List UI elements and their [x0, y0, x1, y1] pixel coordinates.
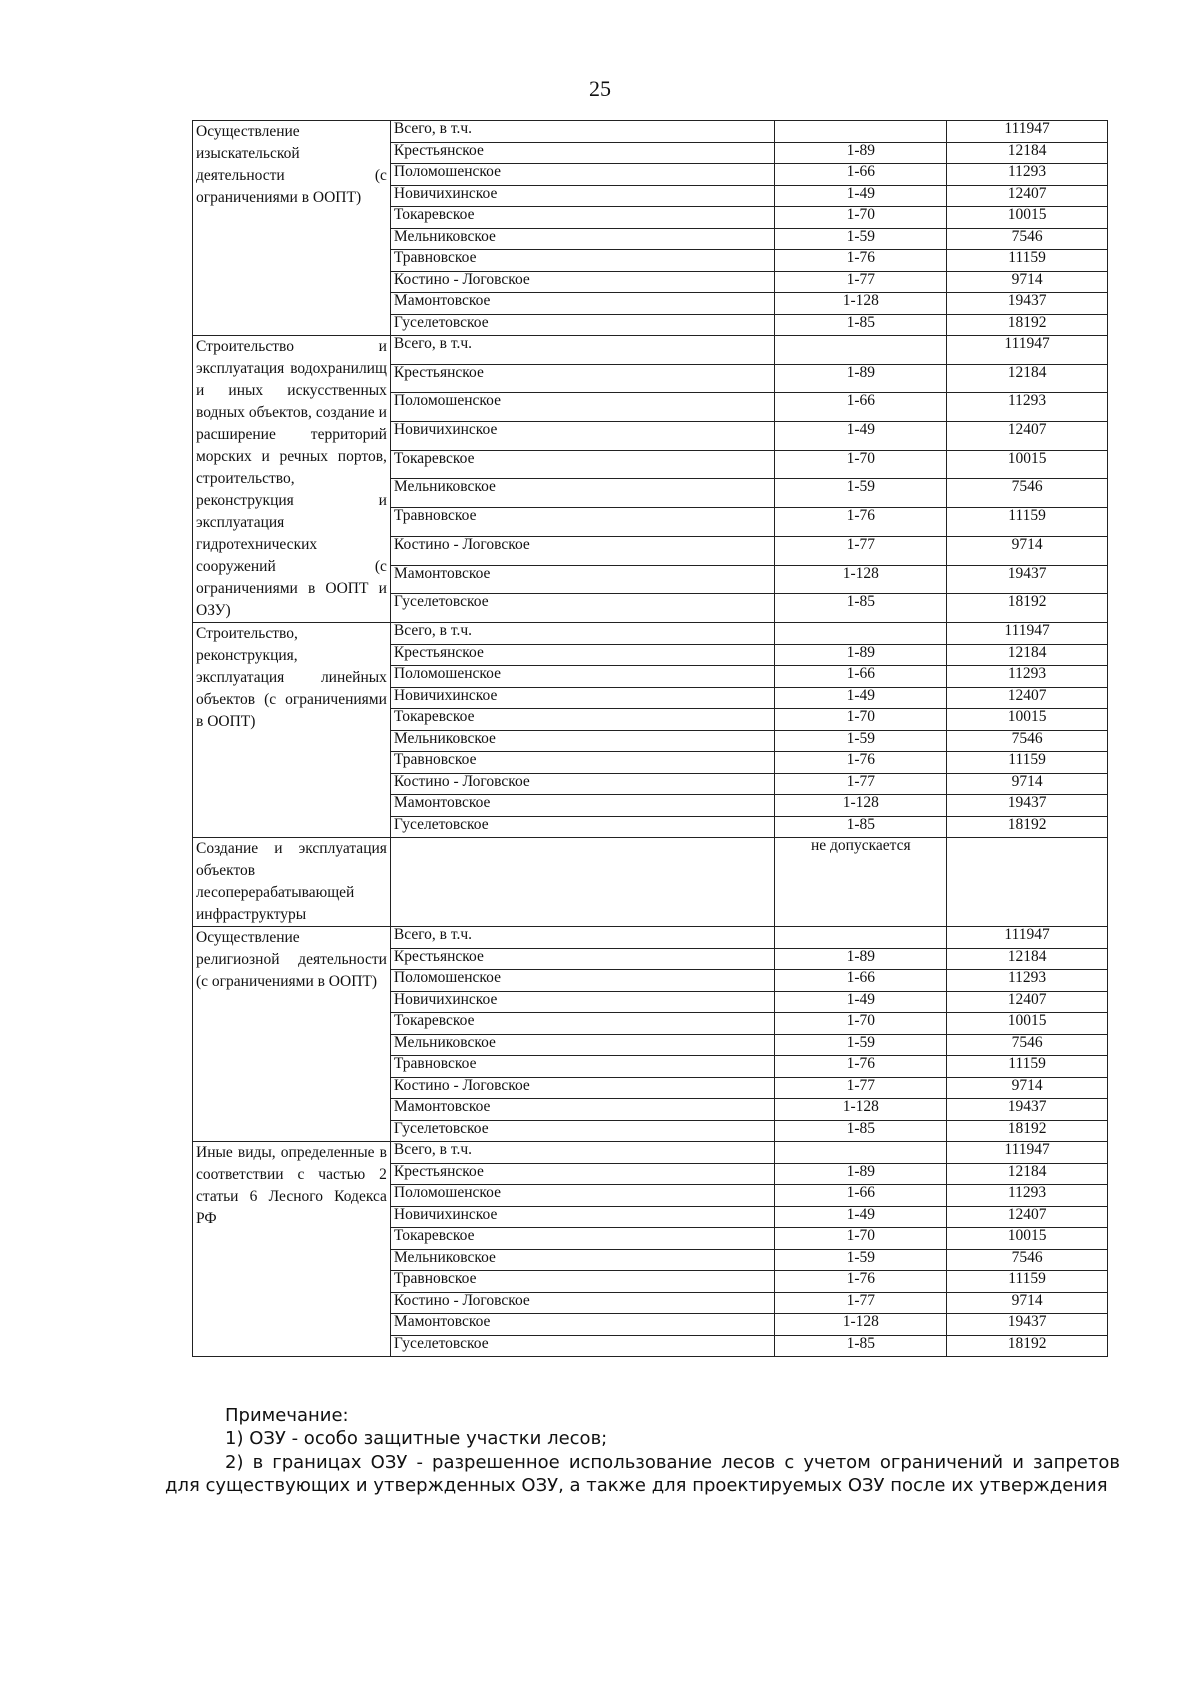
code-cell: 1-76: [775, 1056, 947, 1078]
note-item-1: 1) ОЗУ - особо защитные участки лесов;: [225, 1428, 608, 1450]
empty-cell: [390, 838, 774, 927]
forestry-name-cell: Костино - Логовское: [390, 271, 774, 293]
code-cell: 1-85: [775, 816, 947, 838]
table-body: [193, 121, 1108, 1357]
code-cell: 1-77: [775, 773, 947, 795]
area-cell: 111947: [947, 336, 1108, 365]
area-cell: 7546: [947, 730, 1108, 752]
code-cell: 1-66: [775, 666, 947, 688]
area-cell: 11159: [947, 1271, 1108, 1293]
area-cell: 18192: [947, 594, 1108, 623]
forestry-name-cell: Травновское: [390, 508, 774, 537]
area-cell: 12184: [947, 1163, 1108, 1185]
forestry-name-cell: Мамонтовское: [390, 1314, 774, 1336]
forestry-name-cell: Крестьянское: [390, 142, 774, 164]
category-cell: Осуществление изыскательской деятельности (с ограничениями в ООПТ): [193, 121, 391, 336]
forestry-name-cell: Мамонтовское: [390, 565, 774, 594]
code-cell: 1-66: [775, 1185, 947, 1207]
forestry-name-cell: Мамонтовское: [390, 795, 774, 817]
area-cell: 7546: [947, 479, 1108, 508]
not-allowed-cell: не допускается: [775, 838, 947, 927]
area-cell: 111947: [947, 1142, 1108, 1164]
area-cell: 11293: [947, 393, 1108, 422]
area-cell: 19437: [947, 795, 1108, 817]
area-cell: 12407: [947, 422, 1108, 451]
area-cell: 18192: [947, 1120, 1108, 1142]
notes-section: [165, 1404, 1120, 1498]
code-cell: 1-85: [775, 1335, 947, 1357]
forestry-name-cell: Травновское: [390, 752, 774, 774]
category-cell: Осуществление религиозной деятельности (с ограничениями в ООПТ): [193, 927, 391, 1142]
forestry-name-cell: Гуселетовское: [390, 314, 774, 336]
forestry-name-cell: Всего, в т.ч.: [390, 121, 774, 143]
area-cell: 9714: [947, 1077, 1108, 1099]
code-cell: 1-59: [775, 228, 947, 250]
note-item-2: 2) в границах ОЗУ - разрешенное использование лесов с учетом ограничений и запретов для существующих и утвержденных ОЗУ, а также для проектируемых ОЗУ после их утверждения: [165, 1451, 1120, 1497]
code-cell: 1-66: [775, 164, 947, 186]
area-cell: 12184: [947, 142, 1108, 164]
code-cell: 1-89: [775, 644, 947, 666]
area-cell: 12184: [947, 948, 1108, 970]
code-cell: 1-77: [775, 1077, 947, 1099]
area-cell: 12184: [947, 364, 1108, 393]
forestry-name-cell: Мельниковское: [390, 1249, 774, 1271]
forestry-name-cell: Крестьянское: [390, 948, 774, 970]
forestry-name-cell: Костино - Логовское: [390, 1292, 774, 1314]
page-number: 25: [589, 76, 611, 101]
forestry-name-cell: Новичихинское: [390, 1206, 774, 1228]
code-cell: 1-49: [775, 991, 947, 1013]
code-cell: [775, 336, 947, 365]
forestry-name-cell: Мельниковское: [390, 479, 774, 508]
forestry-name-cell: Поломошенское: [390, 970, 774, 992]
area-cell: 9714: [947, 271, 1108, 293]
forestry-name-cell: Поломошенское: [390, 666, 774, 688]
table-row: [193, 121, 1108, 143]
forestry-name-cell: Травновское: [390, 250, 774, 272]
forestry-name-cell: Гуселетовское: [390, 816, 774, 838]
area-cell: 111947: [947, 121, 1108, 143]
forestry-name-cell: Мельниковское: [390, 730, 774, 752]
area-cell: 9714: [947, 536, 1108, 565]
code-cell: 1-128: [775, 293, 947, 315]
forestry-name-cell: Гуселетовское: [390, 594, 774, 623]
area-cell: 10015: [947, 450, 1108, 479]
table-row: [193, 927, 1108, 949]
code-cell: 1-89: [775, 364, 947, 393]
code-cell: 1-85: [775, 314, 947, 336]
area-cell: 12407: [947, 991, 1108, 1013]
code-cell: 1-89: [775, 948, 947, 970]
forestry-name-cell: Костино - Логовское: [390, 773, 774, 795]
area-cell: 12407: [947, 687, 1108, 709]
code-cell: 1-89: [775, 1163, 947, 1185]
code-cell: 1-77: [775, 271, 947, 293]
forestry-name-cell: Травновское: [390, 1271, 774, 1293]
code-cell: 1-76: [775, 250, 947, 272]
code-cell: 1-128: [775, 1314, 947, 1336]
area-cell: 11159: [947, 752, 1108, 774]
code-cell: 1-76: [775, 752, 947, 774]
code-cell: 1-59: [775, 730, 947, 752]
area-cell: 7546: [947, 228, 1108, 250]
forestry-name-cell: Всего, в т.ч.: [390, 336, 774, 365]
area-cell: 11159: [947, 250, 1108, 272]
code-cell: 1-59: [775, 1034, 947, 1056]
code-cell: 1-49: [775, 687, 947, 709]
forestry-name-cell: Костино - Логовское: [390, 536, 774, 565]
forestry-name-cell: Костино - Логовское: [390, 1077, 774, 1099]
code-cell: 1-85: [775, 1120, 947, 1142]
forestry-name-cell: Всего, в т.ч.: [390, 623, 774, 645]
area-cell: 11293: [947, 164, 1108, 186]
area-cell: 11293: [947, 1185, 1108, 1207]
code-cell: 1-66: [775, 393, 947, 422]
code-cell: 1-49: [775, 1206, 947, 1228]
forestry-name-cell: Всего, в т.ч.: [390, 1142, 774, 1164]
area-cell: 19437: [947, 565, 1108, 594]
area-cell: 18192: [947, 314, 1108, 336]
code-cell: 1-59: [775, 1249, 947, 1271]
area-cell: 9714: [947, 773, 1108, 795]
category-cell: Иные виды, определенные в соответствии с частью 2 статьи 6 Лесного Кодекса РФ: [193, 1142, 391, 1357]
table-row: [193, 1142, 1108, 1164]
table-row: [193, 623, 1108, 645]
area-cell: 18192: [947, 816, 1108, 838]
area-cell: 111947: [947, 927, 1108, 949]
code-cell: [775, 927, 947, 949]
forestry-name-cell: Новичихинское: [390, 185, 774, 207]
area-cell: 12184: [947, 644, 1108, 666]
forestry-name-cell: Поломошенское: [390, 164, 774, 186]
code-cell: 1-59: [775, 479, 947, 508]
area-cell: 11293: [947, 970, 1108, 992]
forestry-name-cell: Новичихинское: [390, 991, 774, 1013]
code-cell: [775, 121, 947, 143]
area-cell: 11293: [947, 666, 1108, 688]
forestry-name-cell: Поломошенское: [390, 1185, 774, 1207]
forestry-name-cell: Токаревское: [390, 1013, 774, 1035]
code-cell: 1-70: [775, 207, 947, 229]
code-cell: 1-128: [775, 795, 947, 817]
area-cell: 12407: [947, 1206, 1108, 1228]
table-row: [193, 336, 1108, 365]
code-cell: 1-70: [775, 450, 947, 479]
notes-title: Примечание:: [225, 1405, 349, 1426]
code-cell: 1-89: [775, 142, 947, 164]
area-cell: 7546: [947, 1249, 1108, 1271]
forestry-name-cell: Поломошенское: [390, 393, 774, 422]
area-cell: 19437: [947, 1314, 1108, 1336]
area-cell: 10015: [947, 207, 1108, 229]
code-cell: 1-66: [775, 970, 947, 992]
forest-use-table: [192, 120, 1108, 1357]
area-cell: 19437: [947, 293, 1108, 315]
forestry-name-cell: Крестьянское: [390, 644, 774, 666]
forestry-name-cell: Крестьянское: [390, 364, 774, 393]
code-cell: 1-49: [775, 422, 947, 451]
area-cell: 11159: [947, 1056, 1108, 1078]
forestry-name-cell: Мельниковское: [390, 1034, 774, 1056]
forestry-name-cell: Токаревское: [390, 1228, 774, 1250]
code-cell: 1-128: [775, 1099, 947, 1121]
forestry-name-cell: Мамонтовское: [390, 1099, 774, 1121]
code-cell: 1-85: [775, 594, 947, 623]
code-cell: 1-70: [775, 709, 947, 731]
area-cell: 10015: [947, 1228, 1108, 1250]
forestry-name-cell: Токаревское: [390, 709, 774, 731]
area-cell: 10015: [947, 1013, 1108, 1035]
area-cell: 10015: [947, 709, 1108, 731]
forestry-name-cell: Новичихинское: [390, 422, 774, 451]
forestry-name-cell: Гуселетовское: [390, 1335, 774, 1357]
forestry-name-cell: Мамонтовское: [390, 293, 774, 315]
forestry-name-cell: Новичихинское: [390, 687, 774, 709]
category-cell: Создание и эксплуатация объектов лесоперерабатывающей инфраструктуры: [193, 838, 391, 927]
area-cell: 9714: [947, 1292, 1108, 1314]
category-cell: Строительство и эксплуатация водохранилищ и иных искусственных водных объектов, создание и расширение территорий морских и речных портов, строительство, реконструкция и эксплуатация гидротехнических сооружений (с ограничениями в ООПТ и ОЗУ): [193, 336, 391, 623]
code-cell: 1-76: [775, 1271, 947, 1293]
forestry-name-cell: Всего, в т.ч.: [390, 927, 774, 949]
forestry-name-cell: Токаревское: [390, 450, 774, 479]
code-cell: 1-49: [775, 185, 947, 207]
forestry-name-cell: Крестьянское: [390, 1163, 774, 1185]
code-cell: 1-70: [775, 1228, 947, 1250]
area-cell: 111947: [947, 623, 1108, 645]
code-cell: 1-76: [775, 508, 947, 537]
area-cell: 18192: [947, 1335, 1108, 1357]
code-cell: 1-77: [775, 1292, 947, 1314]
code-cell: [775, 1142, 947, 1164]
area-cell: 12407: [947, 185, 1108, 207]
area-cell: 19437: [947, 1099, 1108, 1121]
forestry-name-cell: Токаревское: [390, 207, 774, 229]
forestry-name-cell: Мельниковское: [390, 228, 774, 250]
code-cell: 1-70: [775, 1013, 947, 1035]
category-cell: Строительство, реконструкция, эксплуатация линейных объектов (с ограничениями в ООПТ): [193, 623, 391, 838]
area-cell: 7546: [947, 1034, 1108, 1056]
forestry-name-cell: Травновское: [390, 1056, 774, 1078]
forestry-name-cell: Гуселетовское: [390, 1120, 774, 1142]
code-cell: [775, 623, 947, 645]
table-row: [193, 838, 1108, 927]
code-cell: 1-77: [775, 536, 947, 565]
empty-cell: [947, 838, 1108, 927]
code-cell: 1-128: [775, 565, 947, 594]
area-cell: 11159: [947, 508, 1108, 537]
